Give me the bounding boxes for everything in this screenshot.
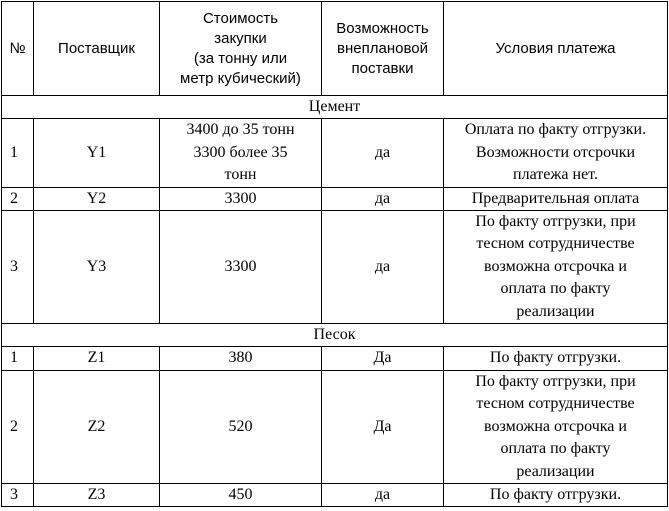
row-number: 3 [2, 211, 34, 324]
cost-value: 3300 [160, 187, 322, 210]
row-number: 2 [2, 187, 34, 210]
table-row [2, 119, 668, 187]
section-row-sand [2, 324, 668, 347]
payment-terms: Оплата по факту отгрузки. Возможности отсрочки платежа нет. [444, 119, 668, 187]
row-number: 1 [2, 347, 34, 370]
unplanned-value: Да [322, 347, 444, 370]
row-number: 3 [2, 483, 34, 506]
section-title: Песок [2, 324, 668, 347]
header-payment-terms: Условия платежа [444, 2, 668, 96]
unplanned-value: да [322, 119, 444, 187]
section-row-cement [2, 96, 668, 119]
table-row [2, 483, 668, 506]
unplanned-value: да [322, 187, 444, 210]
header-row [2, 2, 668, 96]
cost-value: 3400 до 35 тонн 3300 более 35 тонн [160, 119, 322, 187]
supplier-name: Y3 [34, 211, 160, 324]
supplier-name: Z3 [34, 483, 160, 506]
cost-value: 3300 [160, 211, 322, 324]
suppliers-table [1, 1, 668, 507]
section-title: Цемент [2, 96, 668, 119]
table-row [2, 187, 668, 210]
payment-terms: По факту отгрузки. [444, 347, 668, 370]
header-supplier: Поставщик [34, 2, 160, 96]
row-number: 2 [2, 370, 34, 483]
cost-value: 520 [160, 370, 322, 483]
supplier-name: Y2 [34, 187, 160, 210]
cost-value: 450 [160, 483, 322, 506]
payment-terms: По факту отгрузки, при тесном сотрудничестве возможна отсрочка и оплата по факту реализации [444, 211, 668, 324]
payment-terms: По факту отгрузки, при тесном сотрудничестве возможна отсрочка и оплата по факту реализации [444, 370, 668, 483]
supplier-name: Z1 [34, 347, 160, 370]
supplier-name: Y1 [34, 119, 160, 187]
unplanned-value: Да [322, 370, 444, 483]
unplanned-value: да [322, 483, 444, 506]
table-row [2, 211, 668, 324]
payment-terms: Предварительная оплата [444, 187, 668, 210]
payment-terms: По факту отгрузки. [444, 483, 668, 506]
header-unplanned-delivery: Возможность внеплановой поставки [322, 2, 444, 96]
header-cost: Стоимость закупки (за тонну или метр кубический) [160, 2, 322, 96]
header-number: № [2, 2, 34, 96]
unplanned-value: да [322, 211, 444, 324]
table-row [2, 347, 668, 370]
table-row [2, 370, 668, 483]
row-number: 1 [2, 119, 34, 187]
supplier-name: Z2 [34, 370, 160, 483]
cost-value: 380 [160, 347, 322, 370]
